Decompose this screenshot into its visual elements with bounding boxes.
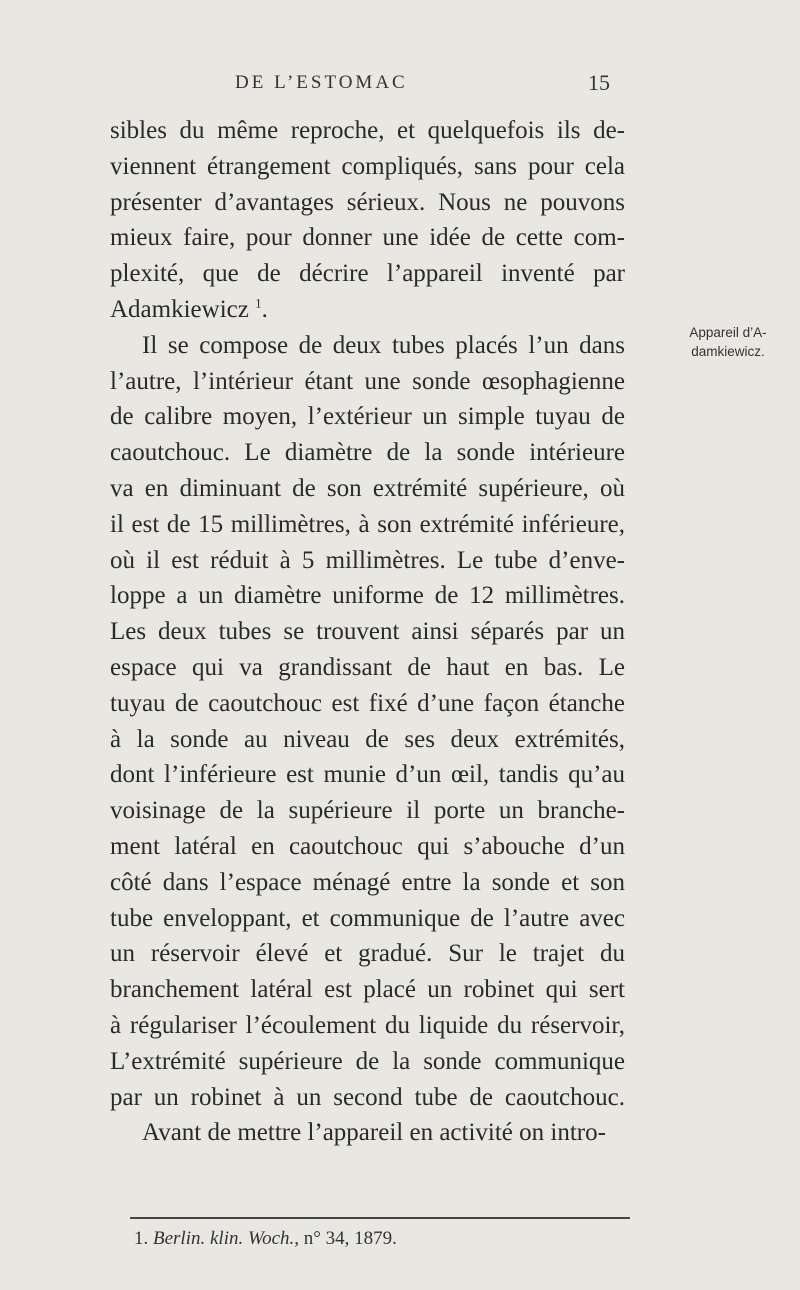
footnote-details: n° 34, 1879.	[303, 1228, 397, 1249]
footnote-separator	[130, 1217, 630, 1219]
footnote	[134, 1228, 397, 1250]
text-line: branchement latéral est placé un robinet qui sert	[110, 976, 625, 1004]
text-line: tube enveloppant, et communique de l’autre avec	[110, 904, 625, 932]
text-line: plexité, que de décrire l’appareil inventé par	[110, 260, 625, 288]
page-number: 15	[588, 70, 610, 95]
text-line: à la sonde au niveau de ses deux extrémités,	[110, 725, 625, 753]
margin-note	[680, 323, 776, 361]
text-line: mieux faire, pour donner une idée de cette com-	[110, 224, 625, 252]
margin-note-line: damkiewicz.	[691, 344, 765, 359]
sentence-end: .	[261, 295, 268, 323]
text-line: présenter d’avantages sérieux. Nous ne pouvons	[110, 188, 625, 216]
text-line: il est de 15 millimètres, à son extrémité inférieure,	[110, 510, 625, 538]
text-line: de calibre moyen, l’extérieur un simple tuyau de	[110, 403, 625, 431]
paragraph-start-line: Il se compose de deux tubes placés l’un dans	[142, 331, 625, 359]
text-line: par un robinet à un second tube de caoutchouc.	[110, 1083, 625, 1111]
footnote-reference[interactable]: 1	[255, 295, 262, 311]
text-line: voisinage de la supérieure il porte un branche-	[110, 797, 625, 825]
text-line: ment latéral en caoutchouc qui s’abouche d’un	[110, 832, 625, 860]
text-line: va en diminuant de son extrémité supérieure, où	[110, 474, 625, 502]
running-head	[110, 72, 610, 100]
text-line: à régulariser l’écoulement du liquide du réservoir,	[110, 1011, 625, 1039]
text-line: tuyau de caoutchouc est fixé d’une façon étanche	[110, 689, 625, 717]
text-line: un réservoir élevé et gradué. Sur le trajet du	[110, 940, 625, 968]
text-line: espace qui va grandissant de haut en bas. Le	[110, 653, 625, 681]
text-line: L’extrémité supérieure de la sonde communique	[110, 1047, 625, 1075]
paragraph-start-line: Avant de mettre l’appareil en activité on intro-	[142, 1119, 606, 1147]
text-line: où il est réduit à 5 millimètres. Le tube d’enve-	[110, 546, 625, 574]
text-line: sibles du même reproche, et quelquefois ils de-	[110, 117, 625, 144]
footnote-source: Berlin. klin. Woch.,	[153, 1228, 299, 1249]
running-title: DE L’ESTOMAC	[235, 72, 408, 93]
text-line: l’autre, l’intérieur étant une sonde œsophagienne	[110, 367, 625, 395]
text-line: Les deux tubes se trouvent ainsi séparés par un	[110, 618, 625, 646]
text-line: côté dans l’espace ménagé entre la sonde et son	[110, 868, 625, 896]
author-name: Adamkiewicz	[110, 295, 249, 323]
body-text	[110, 113, 625, 1151]
text-line: dont l’inférieure est munie d’un œil, tandis qu’au	[110, 761, 625, 789]
text-line: loppe a un diamètre uniforme de 12 millimètres.	[110, 582, 625, 610]
text-line: caoutchouc. Le diamètre de la sonde intérieure	[110, 439, 625, 467]
footnote-number: 1.	[134, 1228, 149, 1249]
text-line-with-footnote	[110, 292, 625, 328]
margin-note-line: Appareil d’A-	[689, 325, 767, 340]
text-line: viennent étrangement compliqués, sans pour cela	[110, 152, 625, 180]
